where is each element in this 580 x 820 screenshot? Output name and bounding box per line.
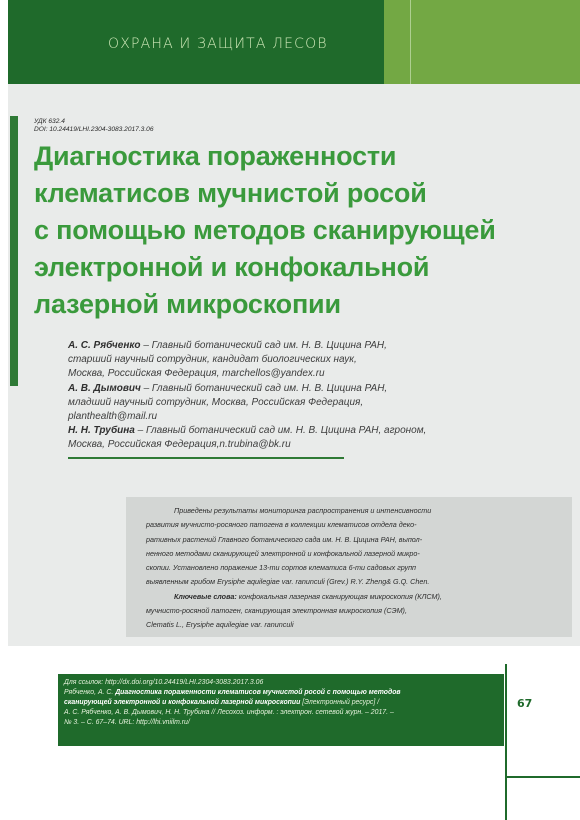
citation-title: сканирующей электронной и конфокальной лазерной микроскопии (64, 698, 301, 706)
article-meta (34, 118, 154, 134)
author-affiliation: Москва, Российская Федерация, marchellos@yandex.ru (68, 368, 325, 380)
udc-code: УДК 632.4 (34, 118, 65, 125)
citation-link: Для ссылок: http://dx.doi.org/10.24419/LHI.2304-3083.2017.3.06 (64, 679, 264, 686)
citation-line (64, 698, 500, 708)
author-affiliation: старший научный сотрудник, кандидат биологических наук, (68, 354, 357, 366)
citation-line (64, 688, 500, 698)
citation-author: Рябченко, А. С. (64, 688, 116, 696)
author-affiliation: planthealth@mail.ru (68, 411, 158, 423)
page-number-rule-vertical (505, 664, 507, 820)
abstract-line: ненного методами сканирующей электронной и конфокальной лазерной микро- (146, 548, 420, 558)
author-affiliation: Москва, Российская Федерация,n.trubina@bk.ru (68, 439, 291, 451)
author-affiliation: – Главный ботанический сад им. Н. В. Цицина РАН, (143, 382, 388, 394)
keywords-label: Ключевые слова: (174, 591, 237, 601)
article-title (34, 138, 544, 323)
title-line: клематисов мучнистой росой (34, 178, 427, 208)
abstract-line: Приведены результаты мониторинга распространения и интенсивности (174, 506, 432, 515)
citation-line: А. С. Рябченко, А. В. Дымович, Н. Н. Трубина // Лесохоз. информ. : электрон. сетевой журн. – 2017. – (64, 708, 394, 716)
author-entry (68, 339, 548, 353)
abstract-line: скопии. Установлено поражение 13-ти сортов клематиса 6-ти садовых групп (146, 563, 417, 573)
author-name: А. В. Дымович (68, 382, 141, 394)
abstract-line: выявленным грибом Erysiphe aquilegiae var. ranunculi (Grev.) R.Y. Zheng& G.Q. Chen. (146, 577, 430, 587)
page-number-rule-horizontal (505, 776, 580, 778)
section-title: ОХРАНА И ЗАЩИТА ЛЕСОВ (108, 36, 328, 52)
citation-title: Диагностика пораженности клематисов мучнистой росой с помощью методов (115, 688, 401, 696)
author-affiliation: – Главный ботанический сад им. Н. В. Цицина РАН, (143, 340, 387, 351)
title-accent-bar (10, 116, 18, 386)
abstract-line: развития мучнисто-росяного патогена в коллекции клематисов отдела деко- (146, 520, 417, 530)
author-entry (68, 382, 548, 396)
author-rule (68, 457, 344, 459)
page-number: 67 (517, 697, 533, 710)
author-affiliation: младший научный сотрудник, Москва, Российская Федерация, (68, 396, 364, 408)
author-affiliation: – Главный ботанический сад им. Н. В. Цицина РАН, агроном, (137, 425, 427, 437)
title-line: электронной и конфокальной (34, 252, 430, 282)
author-name: А. С. Рябченко (68, 340, 141, 351)
keywords-text: конфокальная лазерная сканирующая микроскопия (КЛСМ), (238, 591, 442, 601)
citation-suffix: [Электронный ресурс] / (300, 698, 380, 706)
author-name: Н. Н. Трубина (68, 425, 135, 437)
doi-code: DOI: 10.24419/LHI.2304-3083.2017.3.06 (34, 126, 154, 133)
header-light-block (384, 0, 580, 84)
citation-line: № 3. – С. 67–74. URL: http://lhi.vniilm.ru/ (64, 718, 190, 726)
author-entry (68, 424, 548, 438)
keywords-text: Clematis L., Erysiphe aquilegiae var. ranunculi (146, 620, 294, 630)
citation (64, 678, 500, 728)
abstract-line: ративных растений Главного ботанического сада им. Н. В. Цицина РАН, выпол- (146, 534, 423, 544)
abstract (146, 504, 566, 633)
keywords-text: мучнисто-росяной патоген, сканирующая электронная микроскопия (СЭМ), (146, 606, 407, 616)
header-divider (410, 0, 411, 84)
keywords-entry (146, 590, 566, 604)
author-list (68, 339, 548, 453)
title-line: с помощью методов сканирующей (34, 215, 496, 245)
title-line: Диагностика пораженности (34, 141, 397, 171)
title-line: лазерной микроскопии (34, 289, 341, 319)
